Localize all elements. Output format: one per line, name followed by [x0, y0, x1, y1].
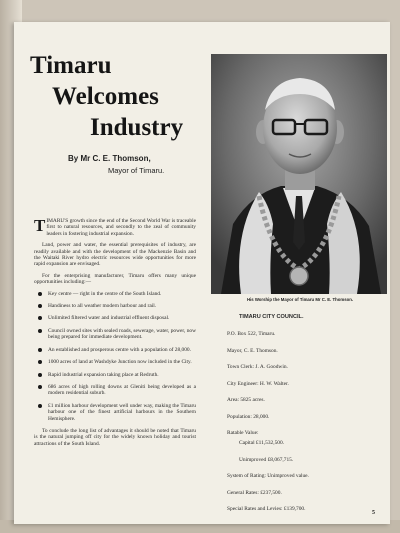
byline-author: By Mr C. E. Thomson, [68, 154, 151, 163]
byline [68, 153, 208, 177]
page-number: 5 [372, 510, 375, 516]
photo-caption: His Worship the Mayor of Timaru Mr C. E. Thomson. [246, 297, 354, 302]
council-rating-system: System of Rating: Unimproved value. [227, 473, 309, 479]
council-capital: Capital £11,532,500. [239, 440, 285, 446]
council-heading: TIMARU CITY COUNCIL. [239, 314, 304, 320]
list-item: 686 acres of high rolling downs at Gleniti being developed as a modern residential suburb. [34, 384, 196, 397]
paragraph-intro-text: IMARU'S growth since the end of the Second World War is traceable first to natural resources, and secondly to the zeal of community leaders in fostering industrial expansion. [46, 218, 196, 237]
drop-cap: T [34, 216, 46, 235]
council-ratable-label: Ratable Value: [227, 430, 259, 436]
list-item: 1000 acres of land at Washdyke Junction now included in the City. [34, 359, 196, 365]
article-title [30, 50, 200, 143]
opportunities-list [34, 291, 196, 422]
portrait-illustration [211, 54, 387, 294]
title-line-1: Timaru [30, 52, 112, 79]
paragraph-opportunities: For the enterprising manufacturer, Timaru offers many unique opportunities including:— [34, 272, 196, 286]
list-item: Handiness to all weather modern harbour and rail. [34, 303, 196, 309]
council-town-clerk: Town Clerk: J. A. Goodwin. [227, 364, 288, 370]
council-population: Population: 28,000. [227, 413, 270, 420]
list-item: Council owned sites with sealed roads, sewerage, water, power, now being prepared for immediate development. [34, 328, 196, 341]
council-general-rates: General Rates: £237,500. [227, 489, 282, 496]
list-item: Unlimited filtered water and industrial effluent disposal. [34, 315, 196, 321]
paragraph-resources: Land, power and water, the essential prerequisites of industry, are readily available and with the development of the Mackenzie Basin and the Waitaki River hydro electric resources wide opportunities for more rapid expansion are envisaged. [34, 242, 196, 268]
list-item: Rapid industrial expansion taking place at Redruth. [34, 372, 196, 378]
list-item: An established and prosperous centre with a population of 28,000. [34, 347, 196, 353]
list-item: £1 million harbour development well under way, making the Timaru harbour one of the finest artificial harbours in the Southern Hemisphere. [34, 403, 196, 422]
city-council-info [227, 314, 387, 523]
article-body [34, 218, 196, 452]
paragraph-intro [34, 218, 196, 237]
council-engineer: City Engineer: H. W. Walter. [227, 380, 289, 387]
title-line-2: Welcomes [52, 83, 159, 110]
title-line-3: Industry [90, 114, 184, 141]
council-unimproved: Unimproved £8,067,715. [239, 456, 294, 463]
byline-role: Mayor of Timaru. [108, 166, 165, 175]
council-special-rates: Special Rates and Levies: £139,700. [227, 506, 306, 512]
council-mayor: Mayor, C. E. Thomson. [227, 347, 278, 354]
council-area: Area: 5825 acres. [227, 397, 265, 403]
mayor-portrait-photo [211, 54, 387, 294]
magazine-page [14, 22, 390, 524]
council-po-box: P.O. Box 522, Timaru. [227, 331, 276, 337]
list-item: Key centre — right in the centre of the South Island. [34, 291, 196, 297]
paragraph-conclusion: To conclude the long list of advantages it should be noted that Timaru is the natural jumping off city for the widely known holiday and tourist attractions of the South Island. [34, 427, 196, 447]
